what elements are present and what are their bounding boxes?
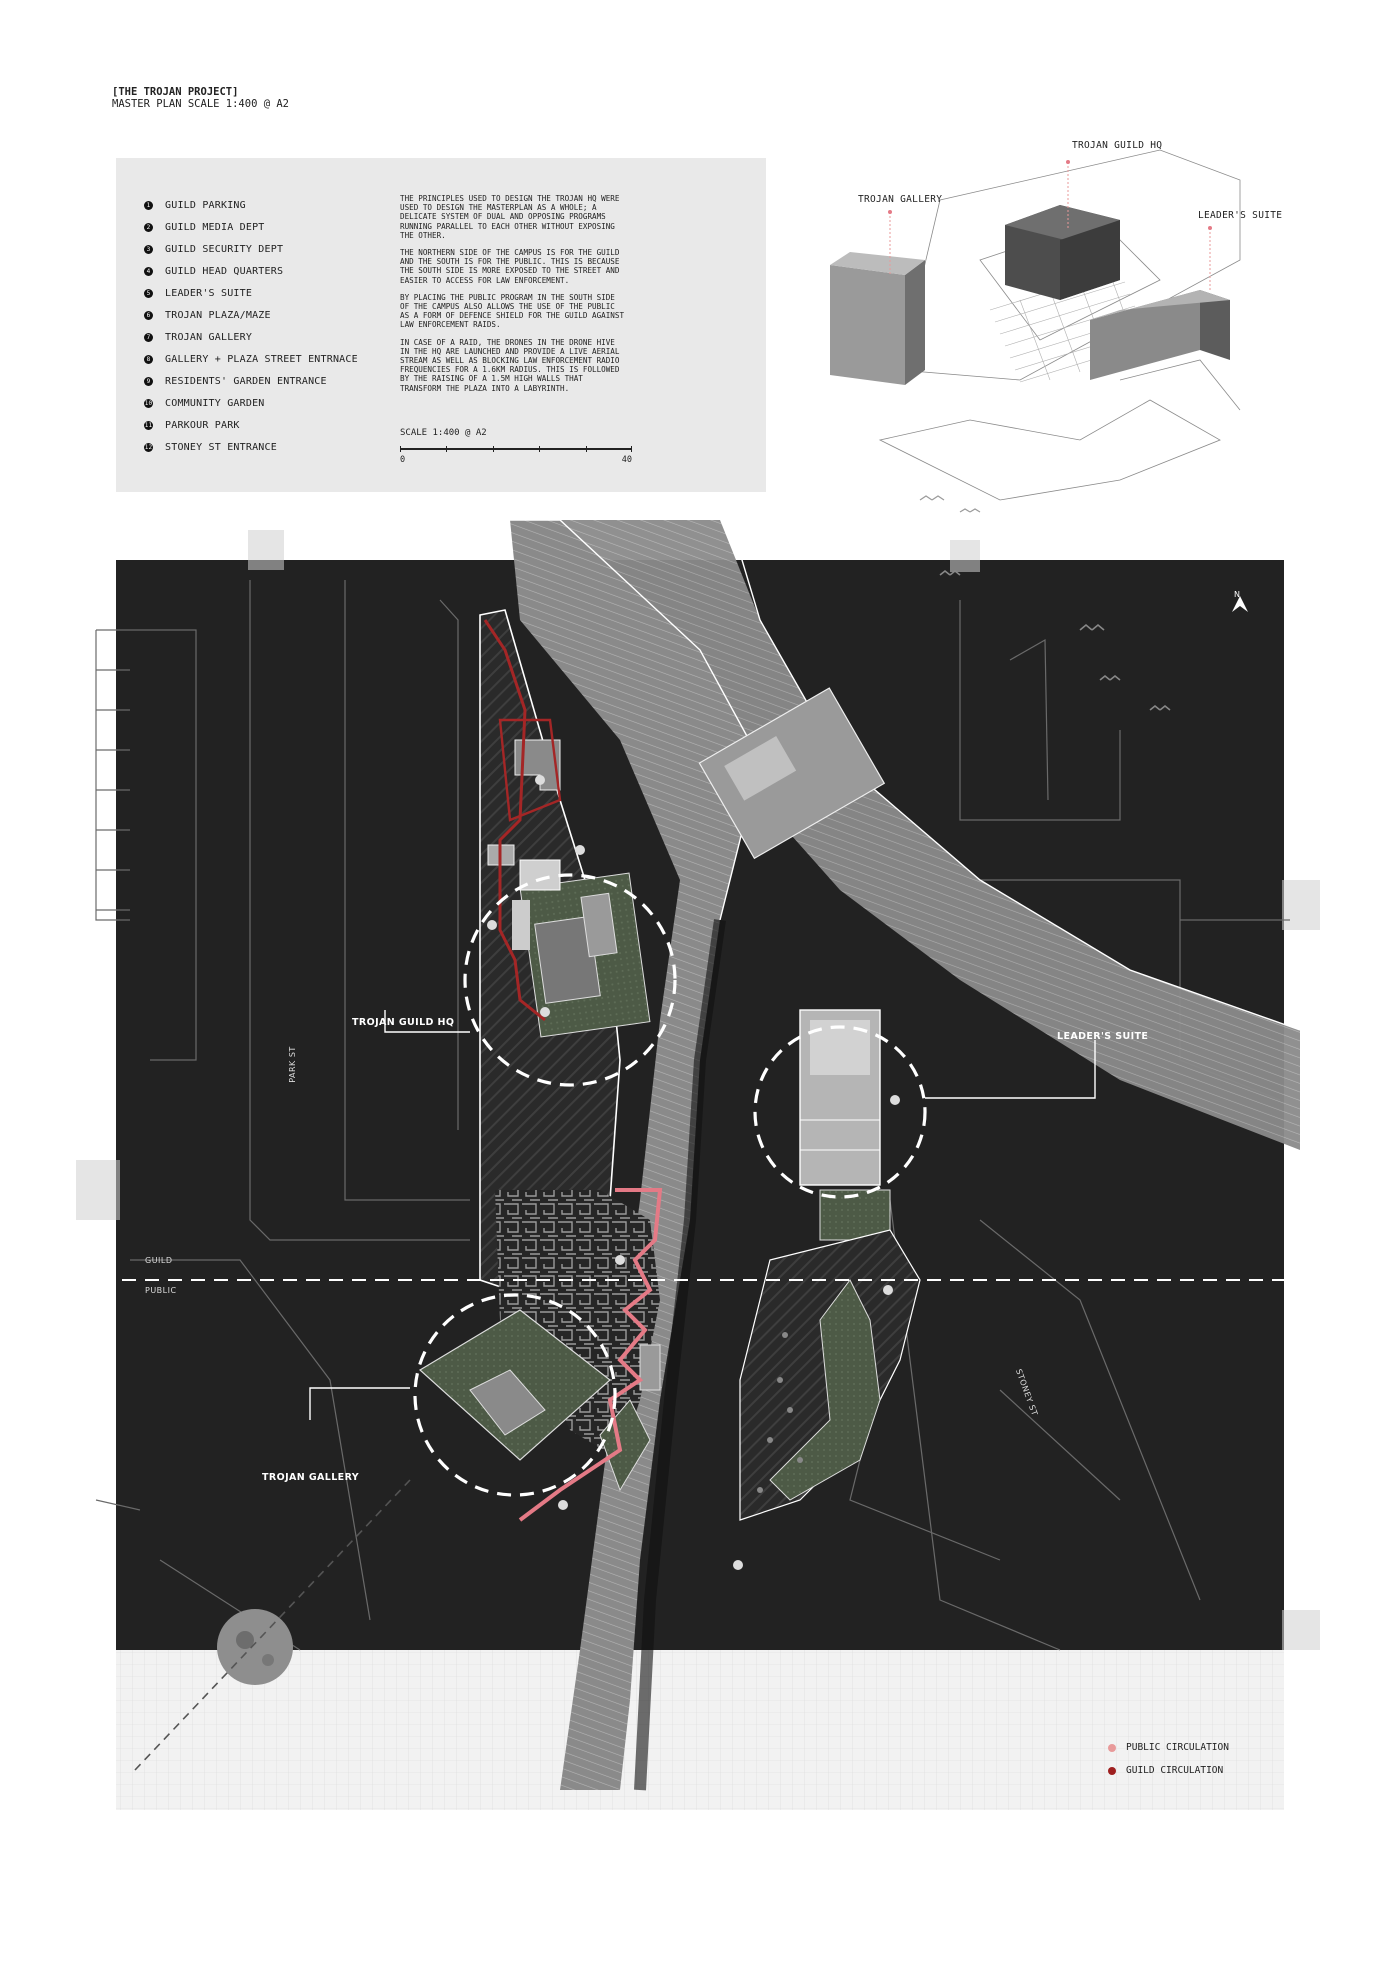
scale-bar-line [400,448,632,450]
legend-item [144,304,358,326]
principle-paragraph: BY PLACING THE PUBLIC PROGRAM IN THE SOUTH SIDE OF THE CAMPUS ALSO ALLOWS THE USE OF THE PUBLIC AS A FORM OF DEFENCE SHIELD FOR THE GUILD AGAINST LAW ENFORCEMENT RAIDS. [400,292,625,330]
scale-tick [631,446,632,452]
principle-paragraph: THE NORTHERN SIDE OF THE CAMPUS IS FOR THE GUILD AND THE SOUTH IS FOR THE PUBLIC. THIS IS BECAUSE THE SOUTH SIDE IS MORE EXPOSED TO THE STREET AND EASIER TO ACCESS FOR LAW ENFORCEMENT. [400,248,620,285]
axo-label-suite: LEADER'S SUITE [1198,210,1283,221]
scale-tick [539,446,540,452]
scale-tick [586,446,587,452]
guild-circulation-swatch [1108,1767,1116,1775]
legend-row-public [1108,1736,1229,1759]
axo-label-hq: TROJAN GUILD HQ [1072,140,1163,151]
legend-number: 9 [144,377,153,386]
circulation-label: PUBLIC CIRCULATION [1126,1742,1229,1753]
scale-tick [493,446,494,452]
axo-label-gallery: TROJAN GALLERY [858,194,943,205]
legend-label: GUILD MEDIA DEPT [165,221,265,233]
legend-label: STONEY ST ENTRANCE [165,441,277,453]
zone-label-public: PUBLIC [145,1286,177,1295]
project-title: [THE TROJAN PROJECT] [112,86,239,98]
legend-label: COMMUNITY GARDEN [165,397,265,409]
street-label-stoney-st: STONEY ST [1013,1367,1040,1418]
legend-number: 10 [144,399,153,407]
public-circulation-swatch [1108,1744,1116,1752]
legend-item [144,392,358,414]
legend-item [144,414,358,436]
scale-block [400,428,632,465]
axo-suite-block [1090,290,1230,380]
axo-gallery-block [830,252,925,385]
legend-item [144,238,358,260]
legend-panel [116,158,766,492]
legend-label: LEADER'S SUITE [165,287,253,299]
legend-number: 11 [144,421,153,429]
principle-paragraph: IN CASE OF A RAID, THE DRONES IN THE DRONE HIVE IN THE HQ ARE LAUNCHED AND PROVIDE A LIVE AERIAL STREAM AS WELL AS BLOCKING LAW ENFORCEMENT RADIO FREQUENCIES FOR A 1.6KM RADIUS. THIS IS FOLLOWED BY THE RAISING OF A 1.5M HIGH WALLS THAT TRANSFORM THE PLAZA INTO A LABYRINTH. [400,337,620,393]
legend-label: RESIDENTS' GARDEN ENTRANCE [165,375,327,387]
design-principles [400,194,628,401]
grid-ground [116,1650,1284,1810]
legend-label: GUILD HEAD QUARTERS [165,265,284,277]
circulation-legend [1108,1736,1229,1782]
legend-item [144,216,358,238]
moon-icon [217,1609,293,1685]
map-label-suite: LEADER'S SUITE [1057,1031,1149,1042]
scale-bar [400,448,632,454]
scale-max: 40 [621,455,632,465]
project-subtitle: MASTER PLAN SCALE 1:400 @ A2 [112,98,290,110]
legend-number: 7 [144,333,153,342]
legend-item [144,370,358,392]
legend-item [144,348,358,370]
zone-label-guild: GUILD [145,1256,173,1265]
title-block [112,86,289,110]
legend-label: GUILD SECURITY DEPT [165,243,284,255]
scale-label: SCALE 1:400 @ A2 [400,428,487,438]
map-label-gallery: TROJAN GALLERY [262,1472,360,1483]
map-label-hq: TROJAN GUILD HQ [352,1017,455,1028]
axo-pin [1208,226,1212,230]
legend-number: 1 [144,201,153,210]
master-plan [0,500,1400,1810]
legend-number: 12 [144,443,153,451]
legend-item [144,436,358,458]
legend-item [144,282,358,304]
scale-tick [400,446,401,452]
scale-min: 0 [400,455,406,465]
legend-label: TROJAN GALLERY [165,331,253,343]
north-label: N [1234,590,1241,599]
street-label-park-st: PARK ST [287,1046,297,1083]
circulation-label: GUILD CIRCULATION [1126,1765,1224,1776]
legend-item [144,260,358,282]
principle-paragraph: THE PRINCIPLES USED TO DESIGN THE TROJAN HQ WERE USED TO DESIGN THE MASTERPLAN AS A WHOLE; A DELICATE SYSTEM OF DUAL AND OPPOSING PROGRAMS RUNNING PARALLEL TO EACH OTHER WITHOUT EXPOSING THE OTHER. [400,194,620,240]
axo-hq-block [1005,205,1120,300]
legend-label: PARKOUR PARK [165,419,240,431]
program-legend [144,194,358,458]
legend-number: 5 [144,289,153,298]
legend-number: 4 [144,267,153,276]
legend-number: 8 [144,355,153,364]
legend-row-guild [1108,1759,1229,1782]
legend-label: GALLERY + PLAZA STREET ENTRNACE [165,353,358,365]
axo-pin [1066,160,1070,164]
legend-item [144,194,358,216]
legend-number: 2 [144,223,153,232]
legend-item [144,326,358,348]
legend-label: GUILD PARKING [165,199,246,211]
legend-number: 6 [144,311,153,320]
axo-pin [888,210,892,214]
scale-tick [446,446,447,452]
legend-number: 3 [144,245,153,254]
legend-label: TROJAN PLAZA/MAZE [165,309,271,321]
